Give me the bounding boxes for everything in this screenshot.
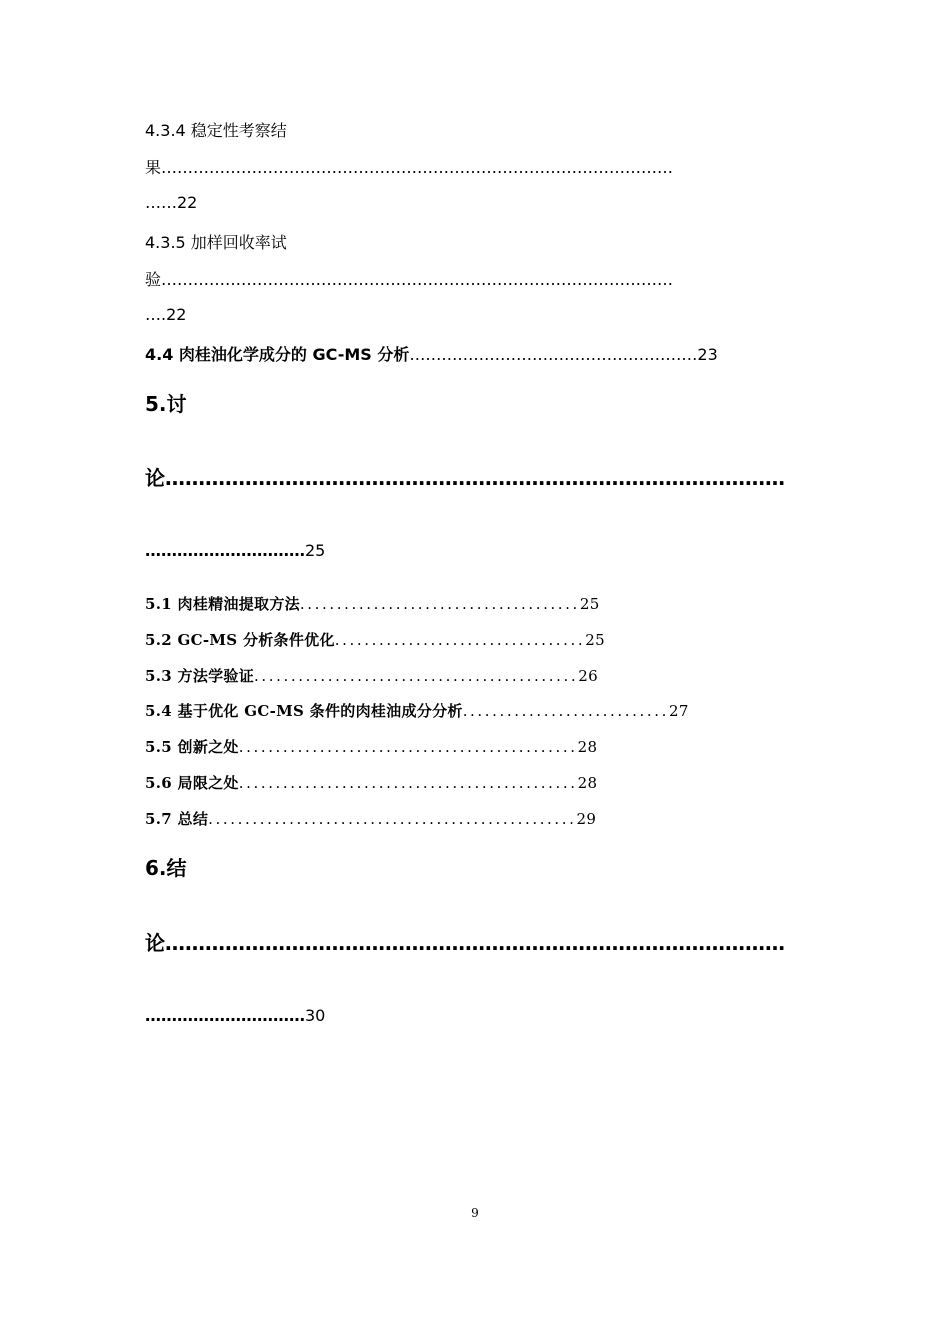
toc-entry-4-4-dots: ……………………………………………… bbox=[409, 345, 698, 364]
toc-entry-5-4 bbox=[145, 700, 689, 721]
toc-entry-page: 27 bbox=[669, 702, 689, 720]
toc-entry-4-3-5-line3: ….22 bbox=[145, 305, 187, 324]
toc-entry-dots: .................................. bbox=[334, 631, 586, 649]
toc-entry-4-4-page: 23 bbox=[697, 345, 718, 364]
toc-entry-4-4 bbox=[145, 342, 795, 365]
toc-section-5-line2: 论………………………………………………………………………………… bbox=[145, 466, 785, 490]
toc-entry-dots: .................................................. bbox=[208, 810, 577, 828]
toc-entry-page: 25 bbox=[585, 631, 605, 649]
toc-entry-5-5 bbox=[145, 736, 597, 757]
toc-entry-label: 5.7 总结 bbox=[145, 810, 209, 828]
toc-entry-label: 5.5 创新之处 bbox=[145, 738, 239, 756]
toc-section-6-page: 30 bbox=[305, 1006, 326, 1025]
toc-entry-page: 29 bbox=[576, 810, 597, 828]
toc-section-6-line2: 论………………………………………………………………………………… bbox=[145, 931, 785, 955]
toc-section-6-dots: ………………………… bbox=[145, 1006, 305, 1025]
toc-entry-4-3-5-line1: 4.3.5 加样回收率试 bbox=[145, 233, 287, 252]
toc-section-6-line3 bbox=[145, 1006, 325, 1025]
toc-entry-page: 25 bbox=[579, 595, 600, 613]
toc-section-5-dots: ………………………… bbox=[145, 541, 305, 560]
toc-entry-page: 28 bbox=[577, 774, 598, 792]
toc-entry-label: 5.2 GC-MS 分析条件优化 bbox=[145, 631, 335, 649]
toc-entry-dots: ............................................ bbox=[254, 667, 579, 685]
toc-entry-5-7 bbox=[145, 808, 596, 829]
toc-entry-5-2 bbox=[145, 629, 605, 650]
toc-entry-dots: ............................ bbox=[462, 702, 669, 720]
toc-entry-4-3-4-line3: ……22 bbox=[145, 193, 198, 212]
toc-entry-page: 26 bbox=[578, 667, 598, 685]
toc-entry-page: 28 bbox=[577, 738, 598, 756]
page-number: 9 bbox=[471, 1206, 479, 1220]
toc-entry-4-3-5-line2: 验…………………………………………………………………………………… bbox=[145, 270, 673, 289]
toc-entry-dots: ...................................... bbox=[299, 595, 580, 613]
toc-entry-dots: .............................................. bbox=[238, 774, 578, 792]
toc-entry-4-3-4-line1: 4.3.4 稳定性考察结 bbox=[145, 121, 287, 140]
toc-entry-5-3 bbox=[145, 665, 598, 686]
toc-section-5-page: 25 bbox=[305, 541, 326, 560]
toc-entry-label: 5.1 肉桂精油提取方法 bbox=[145, 595, 300, 613]
toc-section-6-line1: 6.结 bbox=[145, 856, 187, 880]
toc-entry-dots: .............................................. bbox=[238, 738, 578, 756]
toc-entry-5-1 bbox=[145, 593, 600, 614]
toc-entry-label: 5.3 方法学验证 bbox=[145, 667, 255, 685]
toc-entry-4-4-label: 4.4 肉桂油化学成分的 GC-MS 分析 bbox=[145, 345, 410, 364]
toc-entry-label: 5.6 局限之处 bbox=[145, 774, 239, 792]
toc-entry-5-6 bbox=[145, 772, 597, 793]
toc-section-5-line1: 5.讨 bbox=[145, 392, 187, 416]
toc-entry-4-3-4-line2: 果…………………………………………………………………………………… bbox=[145, 158, 673, 177]
toc-section-5-line3 bbox=[145, 541, 325, 560]
toc-entry-label: 5.4 基于优化 GC-MS 条件的肉桂油成分分析 bbox=[145, 702, 463, 720]
